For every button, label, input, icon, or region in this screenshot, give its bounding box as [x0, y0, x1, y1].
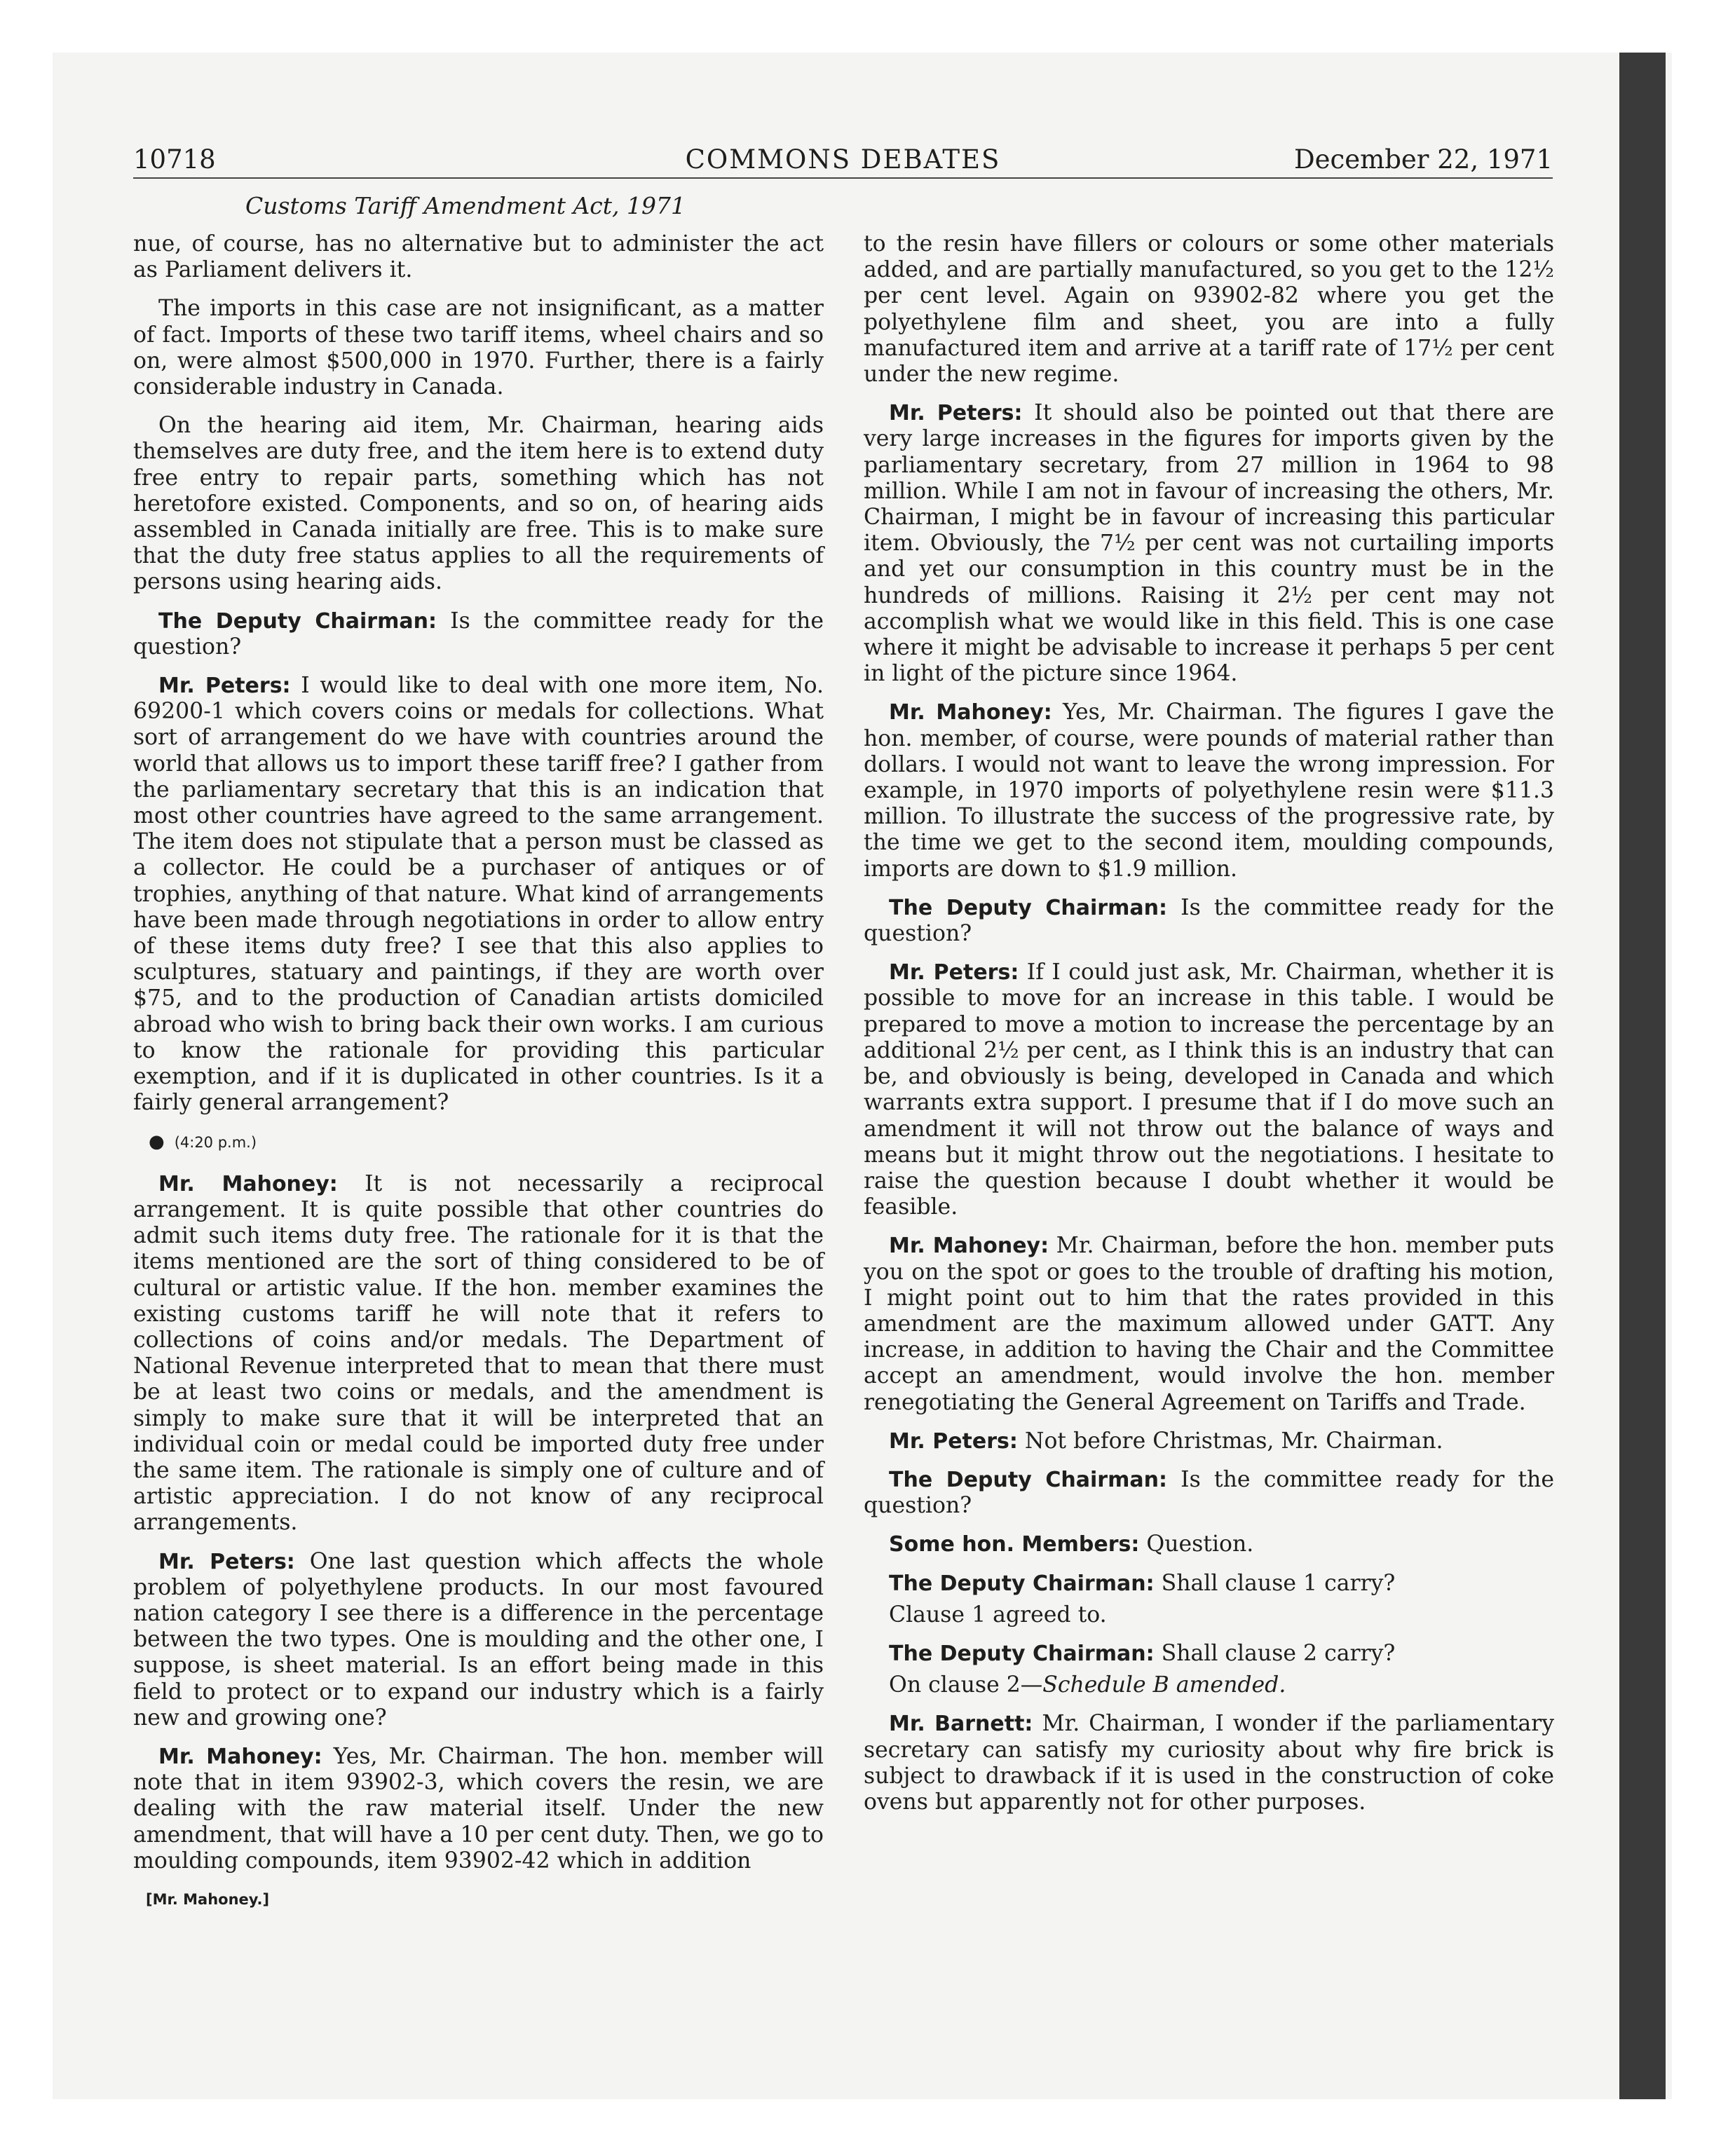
speaker-name: Mr. Mahoney: [889, 1234, 1049, 1259]
speech-text: I would like to deal with one more item, No. 69200-1 which covers coins or medals for collections. What sort of arrangement do we have with countries around the world that allows us to import these tariff free? I gather from the parliamentary secretary that this is an indication that most other countries have agreed to the same arrangement. The item does not stipulate that a person must be classed as a collector. He could be a purchaser of antiques or of trophies, anything of that nature. What kind of arrangements have been made through negotiations in order to allow entry of these items duty free? I see that this also applies to sculptures, statuary and paintings, if they are worth over $75, and to the production of Canadian artists domiciled abroad who wish to bring back their own works. I am curious to know the rationale for providing this particular exemption, and if it is duplicated in other countries. Is it a fairly general arrangement? [133, 673, 824, 1116]
speech [864, 1711, 1554, 1815]
speech [133, 673, 824, 1116]
speaker-name: The Deputy Chairman: [889, 1641, 1155, 1666]
speaker-name: Mr. Mahoney: [158, 1744, 322, 1769]
speech [864, 895, 1554, 947]
paragraph: The imports in this case are not insignificant, as a matter of fact. Imports of these two tariff items, wheel chairs and so on, were almost $500,000 in 1970. Further, there is a fairly considerable industry in Canada. [133, 296, 824, 400]
speaker-name: Mr. Peters: [889, 1428, 1018, 1454]
speech-text: One last question which affects the whole problem of polyethylene products. In our most favoured nation category I see there is a difference in the percentage between the two types. One is moulding and the other one, I suppose, is sheet material. Is an effort being made in this field to protect or to expand our industry which is a fairly new and growing one? [133, 1548, 824, 1731]
time-marker [149, 1129, 824, 1156]
speech-text: Is the committee ready for the question? [864, 894, 1554, 947]
speech [864, 700, 1554, 882]
speech-text: Is the committee ready for the question? [133, 608, 824, 660]
speech [133, 1549, 824, 1731]
speech [864, 1467, 1554, 1519]
speech-text: Mr. Chairman, I wonder if the parliamentary secretary can satisfy my curiosity about why fire brick is subject to drawback if it is used in the construction of coke ovens but apparently not for other purposes. [864, 1711, 1555, 1815]
publication-title: COMMONS DEBATES [685, 144, 1001, 175]
page-number: 10718 [133, 144, 216, 175]
speaker-name: The Deputy Chairman: [889, 1571, 1155, 1596]
speech-text: It is not necessarily a reciprocal arrangement. It is quite possible that other countries do admit such items duty free. The rationale for it is that the items mentioned are the sort of thing considered to be of cultural or artistic value. If the hon. member examines the existing customs tariff he will note that it refers to collections of coins and/or medals. The Department of National Revenue interpreted that to mean that there must be at least two coins or medals, and the amendment is simply to make sure that it will be interpreted that an individual coin or medal could be imported duty free under the same item. The rationale is simply one of culture and of artistic appreciation. I do not know of any reciprocal arrangements. [133, 1171, 824, 1536]
speech [864, 1428, 1554, 1454]
speech-text: Not before Christmas, Mr. Chairman. [1024, 1428, 1443, 1454]
speech-text: If I could just ask, Mr. Chairman, whether it is possible to move for an increase in this table. I would be prepared to move a motion to increase the percentage by an additional 2½ per cent, as I think this is an industry that can be, and obviously is being, developed in Canada and which warrants extra support. I presume that if I do move such an amendment it will not throw out the balance of ways and means but it might throw out the negotiations. I hesitate to raise the question because I doubt whether it would be feasible. [864, 960, 1555, 1220]
speaker-name: Some hon. Members: [889, 1532, 1140, 1557]
speech [864, 1641, 1554, 1667]
speech [864, 960, 1554, 1220]
speech-text: Yes, Mr. Chairman. The hon. member will note that in item 93902-3, which covers the resin, we are dealing with the raw material itself. Under the new amendment, that will have a 10 per cent duty. Then, we go to moulding compounds, item 93902-42 which in addition [133, 1743, 824, 1874]
speech-text: Shall clause 2 carry? [1161, 1640, 1396, 1666]
speaker-name: The Deputy Chairman: [889, 895, 1167, 920]
time-text: (4:20 p.m.) [174, 1133, 257, 1151]
paragraph [864, 1672, 1554, 1698]
speech [864, 1233, 1554, 1415]
paragraph: nue, of course, has no alternative but to administer the act as Parliament delivers it. [133, 231, 824, 283]
speaker-name: Mr. Mahoney: [158, 1171, 338, 1196]
clause-heading: Schedule B amended. [1042, 1672, 1286, 1698]
scan-edge-bar [1619, 53, 1666, 2099]
speaker-name: Mr. Barnett: [889, 1712, 1033, 1737]
right-column [864, 231, 1554, 1828]
speech-text: Shall clause 1 carry? [1161, 1570, 1396, 1596]
running-head: Customs Tariff Amendment Act, 1971 [245, 192, 686, 219]
speech [864, 1571, 1554, 1597]
speaker-name: Mr. Peters: [158, 1549, 295, 1574]
paragraph: Clause 1 agreed to. [889, 1602, 1107, 1628]
speech [133, 1171, 824, 1536]
speaker-name: Mr. Peters: [158, 674, 291, 699]
left-column [133, 231, 824, 1925]
speech-text: Mr. Chairman, before the hon. member puts you on the spot or goes to the trouble of drafting his motion, I might point out to him that the rates provided in this amendment are the maximum allowed under GATT. Any increase, in addition to having the Chair and the Committee accept an amendment, would involve the hon. member renegotiating the General Agreement on Tariffs and Trade. [864, 1233, 1554, 1415]
speaker-attribution: [Mr. Mahoney.] [146, 1890, 270, 1908]
speech-text: Question. [1146, 1531, 1254, 1557]
speaker-name: The Deputy Chairman: [889, 1467, 1167, 1492]
clause-label: On clause 2— [889, 1672, 1043, 1698]
speech [133, 1744, 824, 1874]
speech [864, 1531, 1554, 1557]
speech [133, 608, 824, 660]
speech [864, 400, 1554, 687]
speech-text: Is the committee ready for the question? [864, 1466, 1554, 1519]
speech-text: It should also be pointed out that there are very large increases in the figures for imports given by the parliamentary secretary, from 27 million in 1964 to 98 million. While I am not in favour of increasing the others, Mr. Chairman, I might be in favour of increasing this particular item. Obviously, the 7½ per cent was not curtailing imports and yet our consumption in this country must be in the hundreds of millions. Raising it 2½ per cent may not accomplish what we would like in this field. This is one case where it might be advisable to increase it perhaps 5 per cent in light of the picture since 1964. [864, 400, 1554, 687]
speaker-name: Mr. Mahoney: [889, 700, 1052, 725]
page-header [133, 142, 1553, 179]
bullet-icon: ● [149, 1131, 165, 1152]
speech-text: Yes, Mr. Chairman. The figures I gave the hon. member, of course, were pounds of material rather than dollars. I would not want to leave the wrong impression. For example, in 1970 imports of polyethylene resin were $11.3 million. To illustrate the success of the progressive rate, by the time we get to the second item, moulding compounds, imports are down to $1.9 million. [864, 700, 1554, 882]
paragraph: to the resin have fillers or colours or some other materials added, and are partially manufactured, so you get to the 12½ per cent level. Again on 93902-82 where you get the polyethylene film and sheet, you are into a fully manufactured item and arrive at a tariff rate of 17½ per cent under the new regime. [864, 231, 1554, 388]
speaker-name: Mr. Peters: [889, 960, 1019, 985]
paragraph: On the hearing aid item, Mr. Chairman, hearing aids themselves are duty free, and the item here is to extend duty free entry to repair parts, something which has not heretofore existed. Components, and so on, of hearing aids assembled in Canada initially are free. This is to make sure that the duty free status applies to all the requirements of persons using hearing aids. [133, 413, 824, 595]
publication-date: December 22, 1971 [1293, 144, 1553, 175]
speaker-name: The Deputy Chairman: [158, 608, 437, 634]
speaker-name: Mr. Peters: [889, 401, 1023, 426]
